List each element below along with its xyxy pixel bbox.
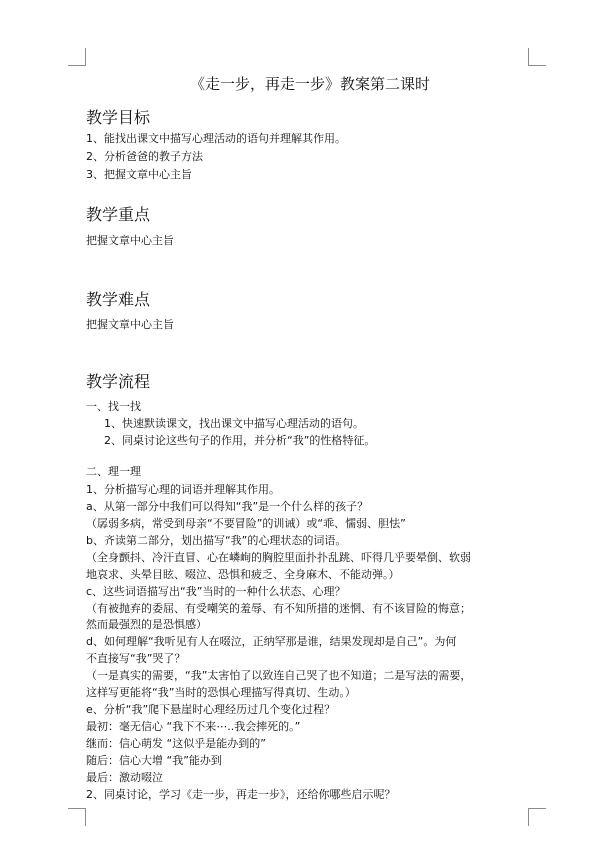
process-line: 2、同桌讨论这些句子的作用，并分析“我”的性格特征。 xyxy=(104,434,376,447)
process-line: 地哀求、头晕目眩、啜泣、恐惧和疲乏、全身麻木、不能动弹。） xyxy=(86,568,400,581)
section-heading-objectives: 教学目标 xyxy=(86,108,151,127)
process-line: d、如何理解“我听见有人在啜泣，正纳罕那是谁，结果发现却是自己”。为何 xyxy=(86,635,457,648)
objective-line: 3、把握文章中心主旨 xyxy=(86,168,192,181)
process-step-heading: 二、理一理 xyxy=(86,465,141,478)
process-line: 最后：激动啜泣 xyxy=(86,771,163,784)
process-line: 1、分析描写心理的词语并理解其作用。 xyxy=(86,483,280,496)
process-line: 1、快速默读课文，找出课文中描写心理活动的语句。 xyxy=(104,417,364,430)
section-heading-key-points: 教学重点 xyxy=(86,205,151,224)
document-title: 《走一步，再走一步》教案第二课时 xyxy=(189,75,430,93)
process-line: a、从第一部分中我们可以得知“我”是一个什么样的孩子？ xyxy=(86,500,369,513)
crop-mark-top-left xyxy=(68,48,86,66)
process-line: （有被抛弃的委屈、有受嘲笑的羞辱、有不知所措的迷惘、有不该冒险的悔意； xyxy=(86,602,471,615)
process-line: 继而：信心萌发 “这似乎是能办到的” xyxy=(86,737,266,750)
crop-mark-bottom-right xyxy=(528,808,546,826)
process-line: 这样写更能将“我”当时的恐惧心理描写得真切、生动。） xyxy=(86,686,356,699)
key-point-line: 把握文章中心主旨 xyxy=(86,234,174,247)
process-line: 不直接写“我”哭了？ xyxy=(86,652,186,665)
process-line: c、这些词语描写出“我”当时的一种什么状态、心理？ xyxy=(86,585,346,598)
objective-line: 2、分析爸爸的教子方法 xyxy=(86,150,203,163)
process-step-heading: 一、找一找 xyxy=(86,400,141,413)
difficulty-line: 把握文章中心主旨 xyxy=(86,318,174,331)
section-heading-process: 教学流程 xyxy=(86,372,151,391)
section-heading-difficulties: 教学难点 xyxy=(86,290,151,309)
process-line: 2、同桌讨论，学习《走一步，再走一步》，还给你哪些启示呢？ xyxy=(86,788,396,801)
process-line: 最初：毫无信心 “我下不来⋯..我会摔死的。” xyxy=(86,720,301,733)
process-line: （孱弱多病，常受到母亲“不要冒险”的训诫）或“乖、懦弱、胆怯” xyxy=(86,517,406,530)
process-line: 随后：信心大增 “我”能办到 xyxy=(86,754,222,767)
crop-mark-bottom-left xyxy=(68,808,86,826)
crop-mark-top-right xyxy=(528,48,546,66)
process-line: 然而最强烈的是恐惧感） xyxy=(86,618,207,631)
process-line: e、分析“我”爬下悬崖时心理经历过几个变化过程？ xyxy=(86,703,336,716)
objective-line: 1、能找出课文中描写心理活动的语句并理解其作用。 xyxy=(86,132,346,145)
process-line: b、齐读第二部分，划出描写“我”的心理状态的词语。 xyxy=(86,534,347,547)
process-line: （一是真实的需要，“我”太害怕了以致连自己哭了也不知道；二是写法的需要， xyxy=(86,669,472,682)
process-line: （全身颤抖、冷汗直冒、心在嶙峋的胸腔里面扑扑乱跳、吓得几乎要晕倒、软弱 xyxy=(86,551,471,564)
